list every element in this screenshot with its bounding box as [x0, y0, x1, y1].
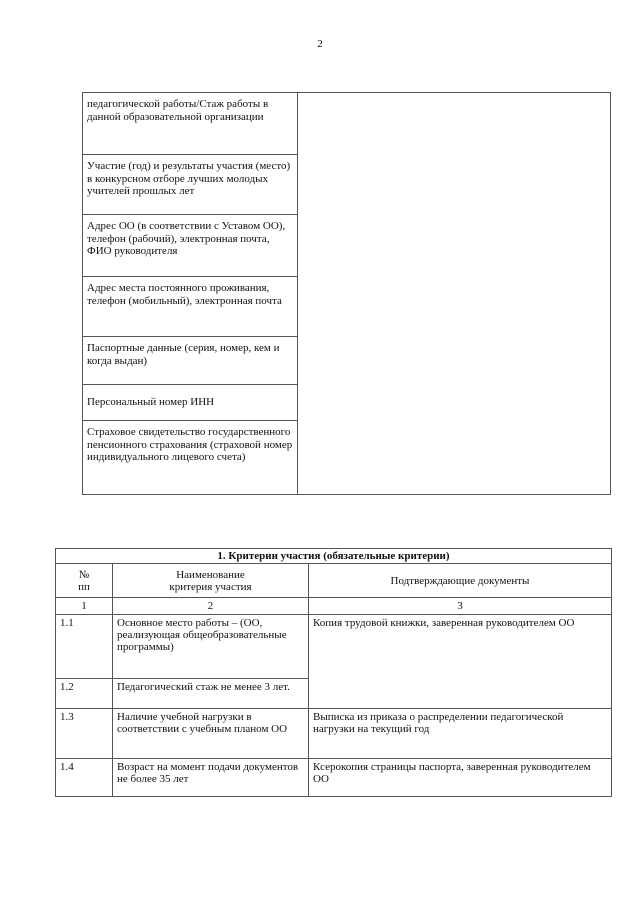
table-row	[56, 709, 612, 759]
row-criterion: Основное место работы – (ОО, реализующая общеобразовательные программы)	[113, 615, 309, 679]
row-number: 1.4	[56, 759, 113, 797]
row-label: Страховое свидетельство государственного пенсионного страхования (страховой номер индивидуального лицевого счета)	[83, 421, 298, 495]
criteria-table	[55, 548, 612, 797]
row-label: Паспортные данные (серия, номер, кем и когда выдан)	[83, 337, 298, 385]
row-value	[298, 93, 611, 495]
row-label: Участие (год) и результаты участия (место) в конкурсном отборе лучших молодых учителей прошлых лет	[83, 155, 298, 215]
row-document: Выписка из приказа о распределении педагогической нагрузки на текущий год	[309, 709, 612, 759]
table-header-row	[56, 564, 612, 598]
row-number: 1.2	[56, 679, 113, 709]
row-label: Адрес места постоянного проживания, телефон (мобильный), электронная почта	[83, 277, 298, 337]
row-number: 1.3	[56, 709, 113, 759]
applicant-info-table	[82, 92, 611, 495]
page-number: 2	[317, 38, 323, 50]
row-label: Персональный номер ИНН	[83, 385, 298, 421]
row-label: Адрес ОО (в соответствии с Уставом ОО), телефон (рабочий), электронная почта, ФИО руководителя	[83, 215, 298, 277]
table-title-row	[56, 549, 612, 564]
row-document: Копия трудовой книжки, заверенная руководителем ОО	[309, 615, 612, 709]
column-number-row	[56, 598, 612, 615]
table-row	[56, 759, 612, 797]
row-label: педагогической работы/Стаж работы в данной образовательной организации	[83, 93, 298, 155]
header-criterion: Наименование критерия участия	[113, 564, 309, 598]
row-number: 1.1	[56, 615, 113, 679]
col-number: 1	[56, 598, 113, 615]
col-number: 3	[309, 598, 612, 615]
row-criterion: Возраст на момент подачи документов не более 35 лет	[113, 759, 309, 797]
row-document: Ксерокопия страницы паспорта, заверенная руководителем ОО	[309, 759, 612, 797]
table-row	[56, 615, 612, 679]
row-criterion: Педагогический стаж не менее 3 лет.	[113, 679, 309, 709]
table-title: 1. Критерии участия (обязательные критерии)	[56, 549, 612, 564]
row-criterion: Наличие учебной нагрузки в соответствии с учебным планом ОО	[113, 709, 309, 759]
table-row	[83, 93, 611, 155]
header-documents: Подтверждающие документы	[309, 564, 612, 598]
header-num: № пп	[56, 564, 113, 598]
col-number: 2	[113, 598, 309, 615]
